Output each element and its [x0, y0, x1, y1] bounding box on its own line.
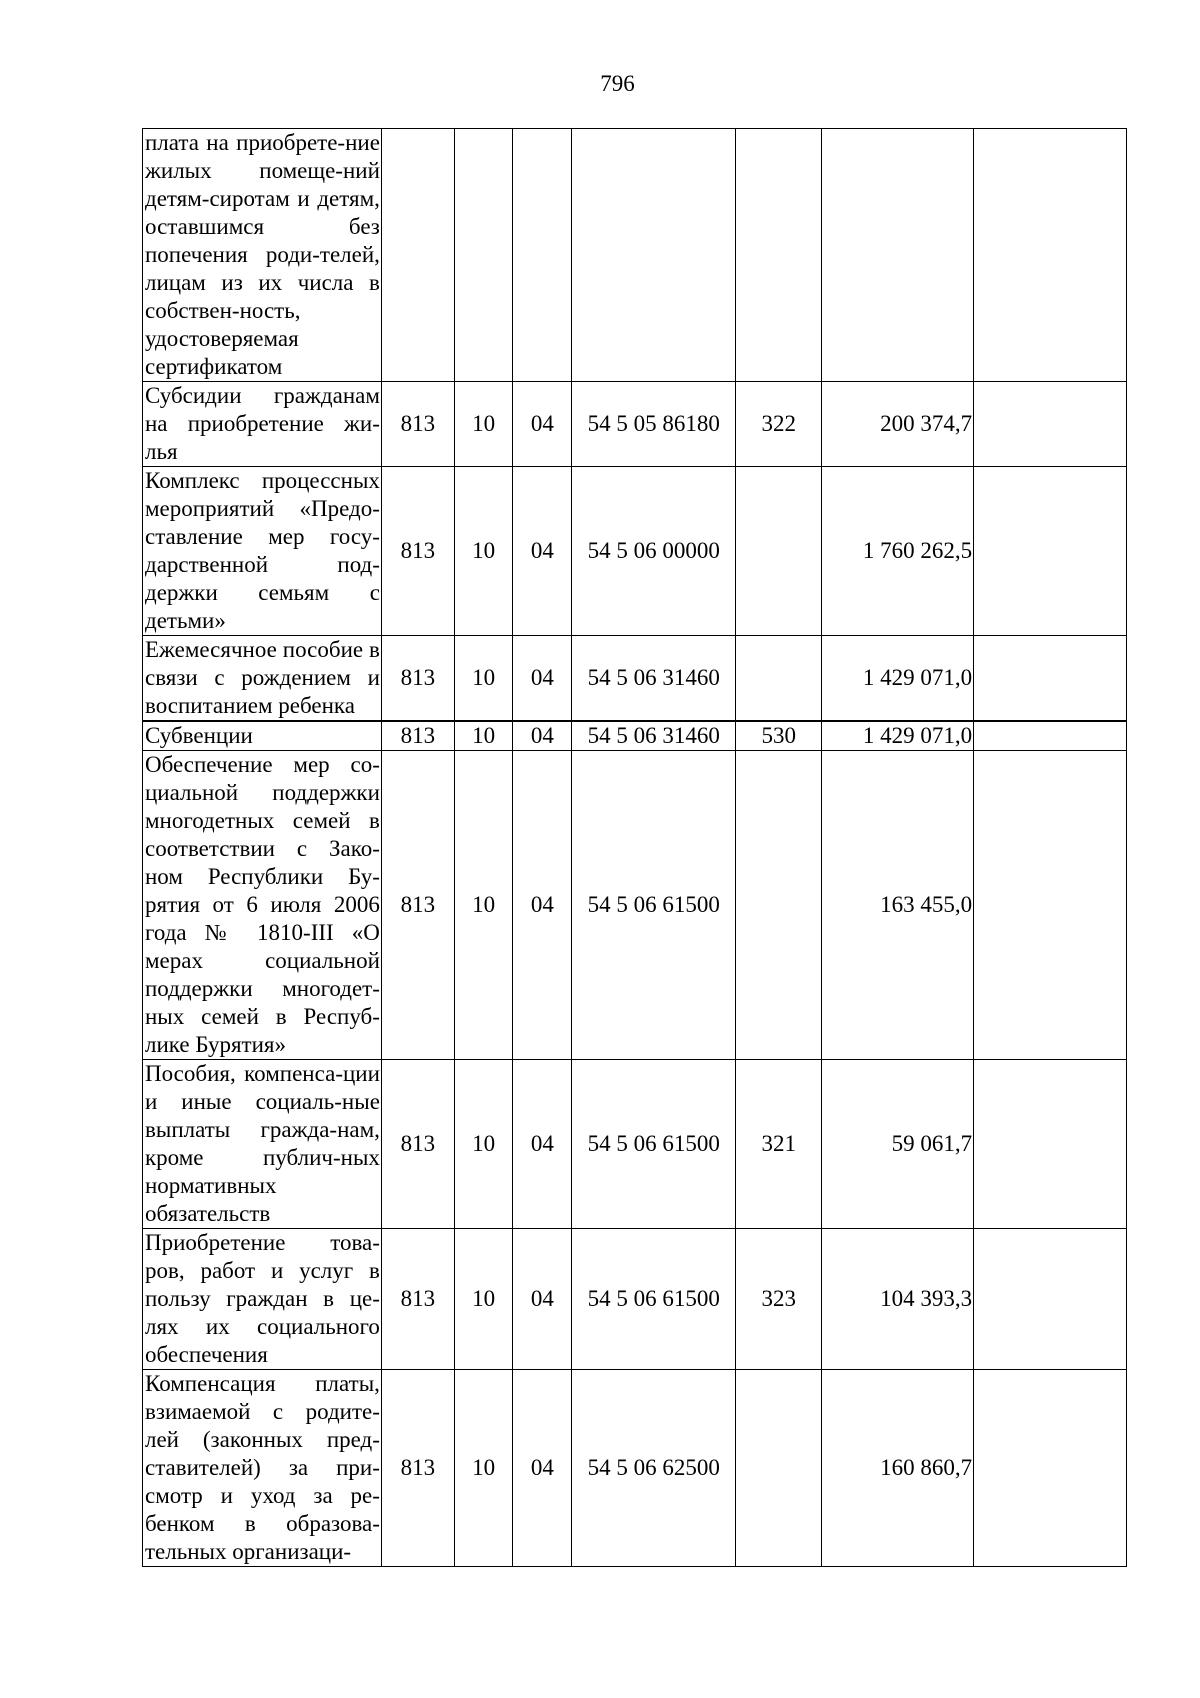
row-csr: 54 5 06 61500: [572, 1060, 736, 1229]
row-vr: 323: [736, 1229, 822, 1370]
row-ext: [974, 751, 1127, 1060]
table-row: [143, 751, 1127, 1060]
row-pr: [513, 129, 572, 382]
row-csr: 54 5 06 62500: [572, 1370, 736, 1567]
row-sum: [822, 129, 974, 382]
row-ext: [974, 636, 1127, 722]
row-rz: 10: [454, 1229, 513, 1370]
row-sum: 1 760 262,5: [822, 467, 974, 636]
row-name: Субвенции: [143, 721, 382, 751]
row-csr: [572, 129, 736, 382]
row-csr: 54 5 06 61500: [572, 1229, 736, 1370]
table-row: [143, 382, 1127, 467]
row-sum: 59 061,7: [822, 1060, 974, 1229]
row-gr: 813: [381, 382, 454, 467]
row-csr: 54 5 06 61500: [572, 751, 736, 1060]
row-ext: [974, 467, 1127, 636]
row-sum: 1 429 071,0: [822, 636, 974, 722]
row-name: Комплекс процессных мероприятий «Предо-ставление мер госу-дарственной под-держки семьям с детьми»: [143, 467, 382, 636]
row-gr: 813: [381, 467, 454, 636]
table-row: [143, 1060, 1127, 1229]
table-row: [143, 721, 1127, 751]
row-csr: 54 5 06 00000: [572, 467, 736, 636]
row-pr: 04: [513, 751, 572, 1060]
row-name: Приобретение това-ров, работ и услуг в пользу граждан в це-лях их социального обеспечения: [143, 1229, 382, 1370]
page-number: 796: [600, 71, 635, 96]
row-rz: 10: [454, 1370, 513, 1567]
row-csr: 54 5 05 86180: [572, 382, 736, 467]
row-gr: 813: [381, 1229, 454, 1370]
row-vr: 322: [736, 382, 822, 467]
table-row: [143, 1229, 1127, 1370]
row-rz: 10: [454, 751, 513, 1060]
row-csr: 54 5 06 31460: [572, 721, 736, 751]
row-ext: [974, 1229, 1127, 1370]
budget-table: [142, 128, 1127, 1567]
row-ext: [974, 1060, 1127, 1229]
row-gr: [381, 129, 454, 382]
row-pr: 04: [513, 1229, 572, 1370]
row-vr: [736, 636, 822, 722]
row-pr: 04: [513, 467, 572, 636]
row-gr: 813: [381, 636, 454, 722]
table-row: [143, 1370, 1127, 1567]
row-ext: [974, 721, 1127, 751]
row-sum: 1 429 071,0: [822, 721, 974, 751]
row-name: Компенсация платы, взимаемой с родите-лей (законных пред-ставителей) за при-смотр и уход за ре-бенком в образова-тельных организаци-: [143, 1370, 382, 1567]
row-vr: 321: [736, 1060, 822, 1229]
row-rz: [454, 129, 513, 382]
table-row: [143, 636, 1127, 722]
row-gr: 813: [381, 721, 454, 751]
row-pr: 04: [513, 382, 572, 467]
row-pr: 04: [513, 636, 572, 722]
row-vr: 530: [736, 721, 822, 751]
row-sum: 163 455,0: [822, 751, 974, 1060]
row-rz: 10: [454, 382, 513, 467]
row-pr: 04: [513, 721, 572, 751]
row-sum: 200 374,7: [822, 382, 974, 467]
row-pr: 04: [513, 1370, 572, 1567]
row-rz: 10: [454, 636, 513, 722]
row-name: Ежемесячное пособие в связи с рождением и воспитанием ребенка: [143, 636, 382, 722]
row-ext: [974, 129, 1127, 382]
row-name: Пособия, компенса-ции и иные социаль-ные выплаты гражда-нам, кроме публич-ных нормативных обязательств: [143, 1060, 382, 1229]
row-sum: 160 860,7: [822, 1370, 974, 1567]
row-ext: [974, 382, 1127, 467]
row-name: плата на приобрете-ние жилых помеще-ний детям-сиротам и детям, оставшимся без попечения роди-телей, лицам из их числа в собствен-ность, удостоверяемая сертификатом: [143, 129, 382, 382]
row-vr: [736, 129, 822, 382]
row-pr: 04: [513, 1060, 572, 1229]
row-rz: 10: [454, 467, 513, 636]
row-name: Обеспечение мер со-циальной поддержки многодетных семей в соответствии с Зако-ном Республики Бу-рятия от 6 июля 2006 года № 1810-III «О мерах социальной поддержки многодет-ных семей в Респуб-лике Бурятия»: [143, 751, 382, 1060]
row-gr: 813: [381, 1060, 454, 1229]
row-rz: 10: [454, 721, 513, 751]
row-gr: 813: [381, 751, 454, 1060]
row-rz: 10: [454, 1060, 513, 1229]
row-csr: 54 5 06 31460: [572, 636, 736, 722]
row-sum: 104 393,3: [822, 1229, 974, 1370]
row-ext: [974, 1370, 1127, 1567]
table-row: [143, 129, 1127, 382]
row-gr: 813: [381, 1370, 454, 1567]
row-vr: [736, 467, 822, 636]
row-vr: [736, 751, 822, 1060]
table-row: [143, 467, 1127, 636]
row-vr: [736, 1370, 822, 1567]
row-name: Субсидии гражданам на приобретение жи-лья: [143, 382, 382, 467]
